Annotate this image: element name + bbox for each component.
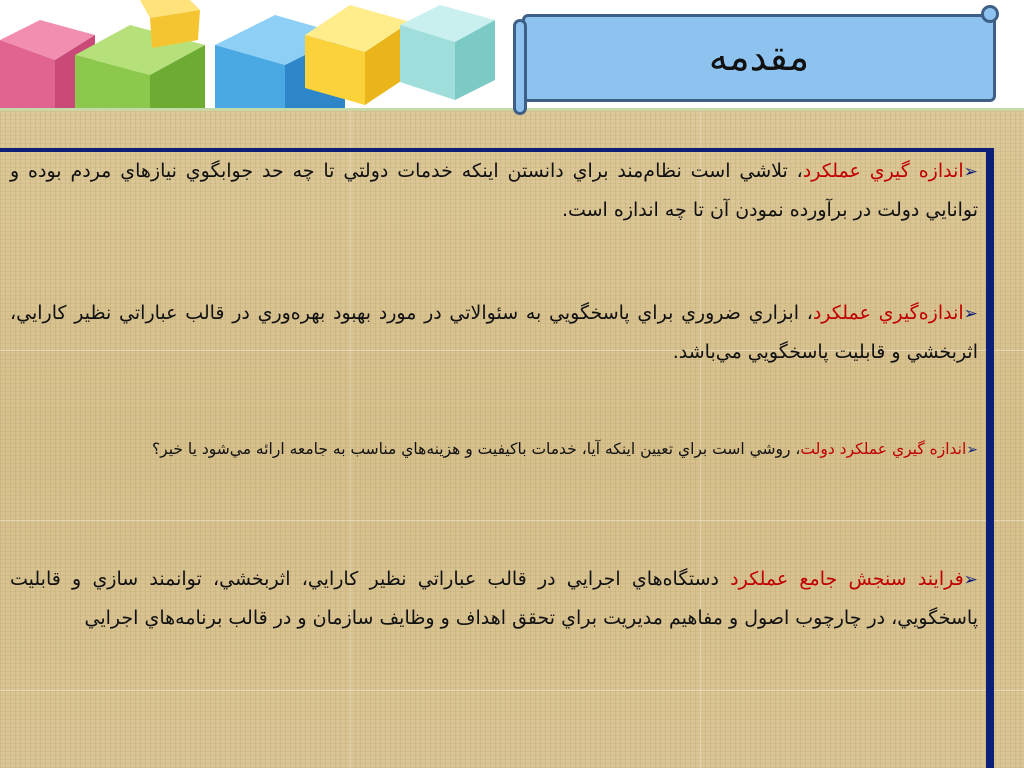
title-banner (522, 14, 996, 102)
paragraph-2 (10, 294, 978, 371)
paragraph-term: فرايند سنجش جامع عملكرد (730, 568, 964, 590)
scroll-curl-top (981, 5, 999, 23)
bullet-arrow-icon: ➢ (963, 570, 978, 590)
paragraph-term: اندازه گيري عملكرد (802, 160, 964, 182)
paragraph-1 (10, 152, 978, 229)
paragraph-4 (10, 560, 978, 637)
paragraph-text: ، روشي است براي تعيين اينكه آيا، خدمات باكيفيت و هزينه‌هاي مناسب به جامعه ارائه مي‌شود يا خير؟ (151, 440, 801, 458)
paragraph-term: اندازه گيري عملكرد دولت (800, 440, 967, 458)
cubes-illustration (0, 0, 520, 112)
bullet-arrow-icon: ➢ (966, 442, 978, 458)
content-area (0, 148, 986, 768)
paragraph-3 (10, 434, 978, 465)
bullet-arrow-icon: ➢ (963, 304, 978, 324)
paragraph-term: اندازه‌گيري عملكرد (812, 302, 964, 324)
paragraph-text: دستگاه‌هاي اجرايي در قالب عباراتي نظير كارايي، اثربخشي، توانمند سازي و قابليت پاسخگويي، در چارچوب اصول و مفاهيم مديريت براي تحقق اهداف و وظايف سازمان و در قالب برنامه‌هاي اجرايي (10, 568, 978, 629)
slide-title: مقدمه (708, 35, 810, 79)
paragraph-text: ، تلاشي است نظام‌مند براي دانستن اينكه خدمات دولتي تا چه حد جوابگوي نيازهاي مردم بوده و توانايي دولت در برآورده نمودن آن تا چه اندازه است. (10, 160, 978, 221)
paragraph-text: ، ابزاري ضروري براي پاسخگويي به سئوالاتي در مورد بهبود بهره‌وري در قالب عباراتي نظير كارايي، اثربخشي و قابليت پاسخگويي مي‌باشد. (10, 302, 978, 363)
bullet-arrow-icon: ➢ (963, 162, 978, 182)
